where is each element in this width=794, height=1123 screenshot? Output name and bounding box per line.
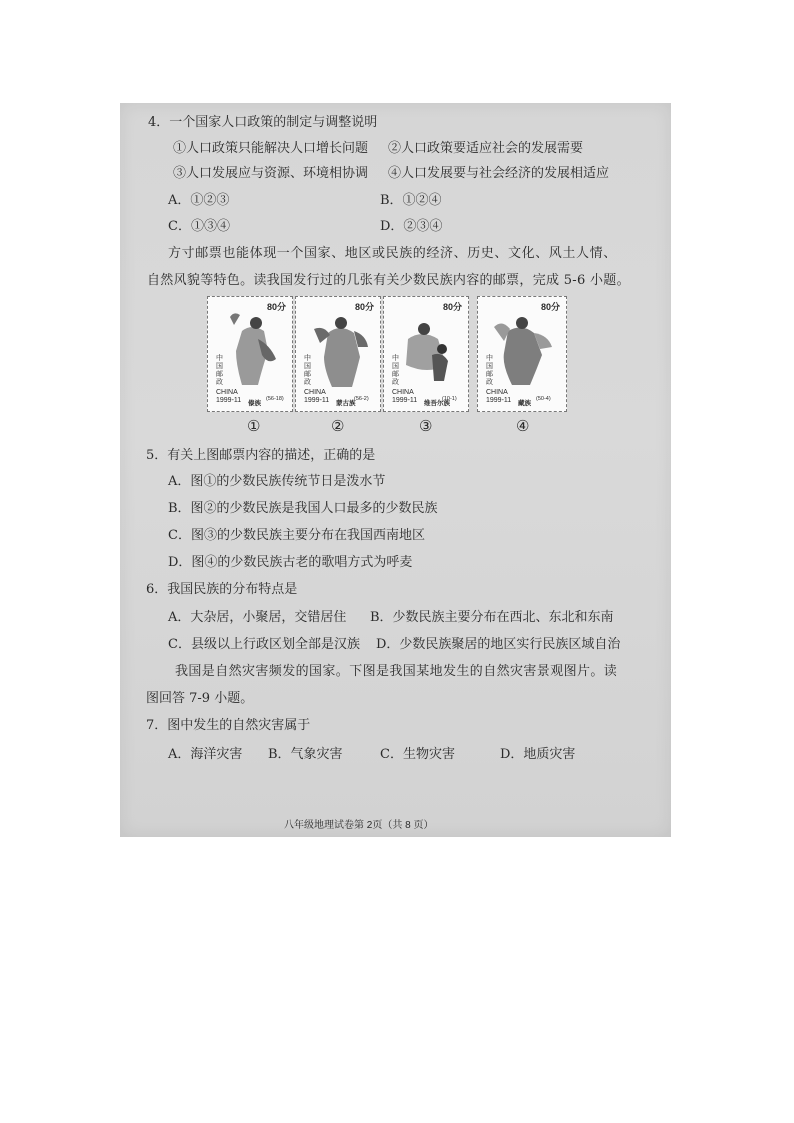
q6-option-d: D．少数民族聚居的地区实行民族区域自治 (376, 637, 621, 652)
stamp-ethnic-name: 蒙古族 (336, 400, 356, 407)
exam-page (120, 103, 671, 837)
stamp-value: 80分 (540, 302, 560, 312)
q4-option-c: C．①③④ (168, 219, 230, 234)
q4-option-b: B．①②④ (380, 193, 442, 208)
stamp-date: 1999-11 (392, 397, 418, 404)
q7-stem: 7．图中发生的自然灾害属于 (146, 718, 311, 733)
mongol-dancer-illustration (310, 309, 372, 389)
q6-option-b: B．少数民族主要分布在西北、东北和东南 (370, 610, 614, 625)
q6-option-a: A．大杂居，小聚居，交错居住 (168, 610, 347, 625)
stamp-code: (56-2) (354, 396, 369, 402)
q5-option-b: B．图②的少数民族是我国人口最多的少数民族 (168, 501, 438, 516)
stamp-4 (477, 296, 567, 412)
stamp-1 (207, 296, 293, 412)
uyghur-dancers-illustration (398, 309, 460, 389)
q6-stem: 6．我国民族的分布特点是 (146, 582, 298, 597)
intro-disaster-line1: 我国是自然灾害频发的国家。下图是我国某地发生的自然灾害景观图片。读 (175, 664, 618, 679)
stamp-issuer: 中国邮政 (392, 355, 399, 386)
stamp-label-2: ② (331, 417, 345, 435)
q4-statement-4: ④人口发展要与社会经济的发展相适应 (388, 166, 610, 181)
q5-option-d: D．图④的少数民族古老的歌唱方式为呼麦 (168, 555, 413, 570)
q4-statement-3: ③人口发展应与资源、环境相协调 (173, 166, 369, 181)
q5-stem: 5．有关上图邮票内容的描述，正确的是 (146, 448, 376, 463)
stamp-value: 80分 (266, 302, 286, 312)
intro-stamps-line2: 自然风貌等特色。读我国发行过的几张有关少数民族内容的邮票，完成 5-6 小题。 (147, 273, 630, 288)
stamp-date: 1999-11 (486, 397, 512, 404)
q4-option-a: A．①②③ (168, 193, 230, 208)
stamp-issuer: 中国邮政 (216, 355, 223, 386)
q4-stem: 4．一个国家人口政策的制定与调整说明 (148, 115, 378, 130)
stamp-date: 1999-11 (304, 397, 330, 404)
stamp-ethnic-name: 维吾尔族 (424, 400, 450, 407)
stamp-country: CHINA (304, 389, 326, 396)
stamp-date: 1999-11 (216, 397, 242, 404)
stamp-code: (56-18) (266, 396, 284, 402)
stamp-country: CHINA (216, 389, 238, 396)
intro-stamps-line1: 方寸邮票也能体现一个国家、地区或民族的经济、历史、文化、风土人情、 (168, 246, 617, 261)
stamp-figure (207, 296, 615, 436)
stamp-label-4: ④ (516, 417, 530, 435)
dai-dancer-illustration (222, 309, 284, 389)
q4-option-d: D．②③④ (380, 219, 443, 234)
q4-statement-2: ②人口政策要适应社会的发展需要 (388, 141, 584, 156)
q7-option-a: A．海洋灾害 (168, 747, 243, 762)
stamp-issuer: 中国邮政 (304, 355, 311, 386)
stamp-code: (10-1) (442, 396, 457, 402)
q4-statement-1: ①人口政策只能解决人口增长问题 (173, 141, 369, 156)
stamp-issuer: 中国邮政 (486, 355, 493, 386)
q6-option-c: C．县级以上行政区划全部是汉族 (168, 637, 360, 652)
stamp-value: 80分 (442, 302, 462, 312)
stamp-2 (295, 296, 381, 412)
q7-option-d: D．地质灾害 (500, 747, 576, 762)
stamp-value: 80分 (354, 302, 374, 312)
q5-option-c: C．图③的少数民族主要分布在我国西南地区 (168, 528, 425, 543)
stamp-code: (50-4) (536, 396, 551, 402)
stamp-country: CHINA (486, 389, 508, 396)
tibetan-dancer-illustration (492, 309, 554, 389)
stamp-ethnic-name: 傣族 (248, 400, 261, 407)
stamp-country: CHINA (392, 389, 414, 396)
stamp-label-3: ③ (419, 417, 433, 435)
stamp-ethnic-name: 藏族 (518, 400, 531, 407)
q7-option-b: B．气象灾害 (268, 747, 343, 762)
q5-option-a: A．图①的少数民族传统节日是泼水节 (168, 474, 386, 489)
stamp-label-1: ① (247, 417, 261, 435)
q7-option-c: C．生物灾害 (380, 747, 455, 762)
intro-disaster-line2: 图回答 7-9 小题。 (146, 691, 254, 706)
page-footer: 八年级地理试卷第 2页（共 8 页） (284, 820, 434, 831)
stamp-3 (383, 296, 469, 412)
